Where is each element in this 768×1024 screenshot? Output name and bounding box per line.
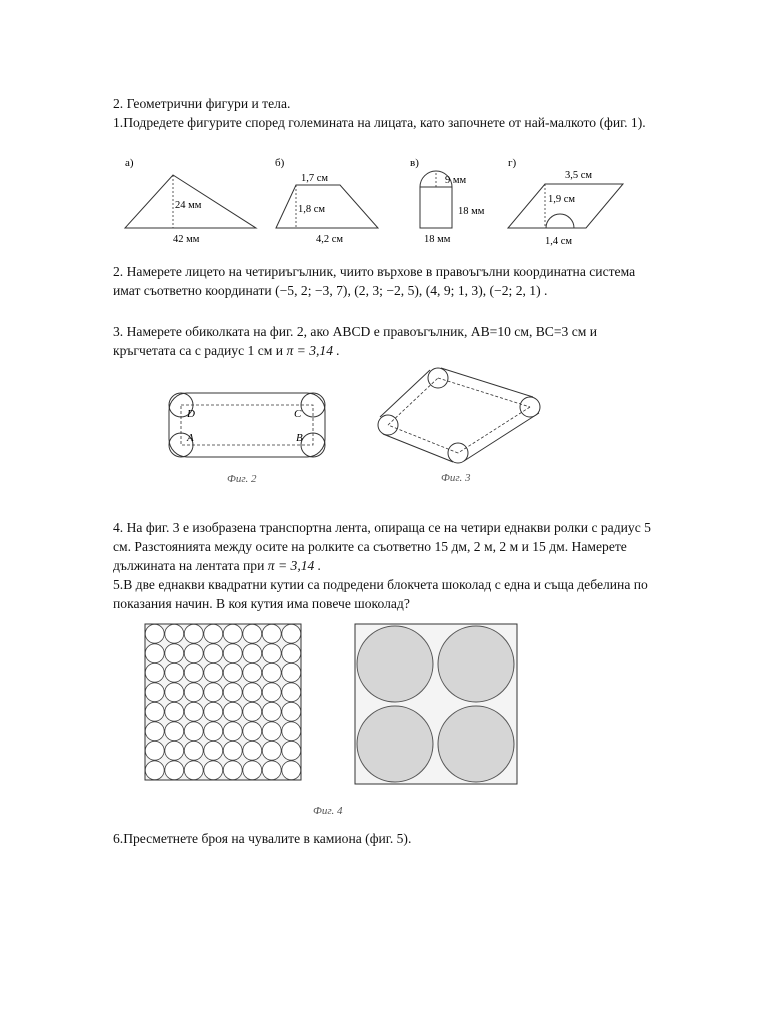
problem-3-pi: π = 3,14 .: [286, 343, 340, 358]
fig4-small-circle: [262, 741, 281, 760]
fig4-small-circle: [282, 741, 301, 760]
section-title: 2. Геометрични фигури и тела.: [113, 96, 291, 111]
fig4-small-circle: [165, 683, 184, 702]
fig4-small-circle: [282, 702, 301, 721]
fig4-small-circle: [204, 761, 223, 780]
fig4-small-circle: [243, 663, 262, 682]
fig4-small-circle: [204, 722, 223, 741]
fig4-small-circle: [145, 722, 164, 741]
fig4-small-circle: [223, 702, 242, 721]
fig4-small-circle: [204, 663, 223, 682]
fig4-small-circle: [165, 644, 184, 663]
problem-3-body: 3. Намерете обиколката на фиг. 2, ако ABCD е правоъгълник, AB=10 см, BC=3 см и кръгчетата са с радиус 1 см и: [113, 324, 598, 358]
fig2-label-b: B: [296, 432, 303, 444]
fig4-small-circle: [145, 761, 164, 780]
fig4-small-circle: [204, 702, 223, 721]
fig4-small-circle: [165, 722, 184, 741]
fig4-small-circle: [243, 644, 262, 663]
problem-2-body: 2. Намерете лицето на четириъгълник, чиито върхове в правоъгълни координатна система имат съответно координати: [113, 264, 636, 298]
fig4-small-circle: [184, 702, 203, 721]
fig2-label-a: A: [187, 432, 194, 444]
fig4-small-circle: [223, 663, 242, 682]
fig4-small-circle: [145, 702, 164, 721]
problem-4-body: 4. На фиг. 3 е изобразена транспортна лента, опираща се на четири еднакви ролки с радиус 5 см. Разстоянията между осите на ролките са съответно 15 дм, 2 м, 2 м и 15 дм. Намерете дължината на лентата при: [113, 520, 651, 573]
fig4-small-circle: [184, 624, 203, 643]
fig4-small-circle: [145, 741, 164, 760]
fig4-small-circle: [262, 722, 281, 741]
fig4-small-circle: [282, 663, 301, 682]
fig4-small-circle: [223, 644, 242, 663]
fig4-small-circle: [223, 624, 242, 643]
figure-2: [165, 385, 340, 490]
fig4-small-circle: [204, 741, 223, 760]
fig4-small-circle: [145, 663, 164, 682]
fig4-caption: Фиг. 4: [313, 805, 343, 817]
fig4-small-circle: [145, 644, 164, 663]
problem-6-text: 6.Пресметнете броя на чувалите в камиона (фиг. 5).: [113, 831, 412, 846]
fig4-small-circle: [223, 741, 242, 760]
fig1-g-top: 3,5 см: [565, 170, 593, 181]
fig4-small-circle: [223, 683, 242, 702]
fig1-g-label: г): [508, 157, 517, 169]
fig4-small-circle: [282, 761, 301, 780]
fig4-small-circle: [243, 624, 262, 643]
fig1-b-base: 4,2 см: [316, 234, 344, 245]
fig1-v-height: 18 мм: [458, 206, 485, 217]
fig1-a-label: а): [125, 157, 134, 169]
fig4-small-circle: [262, 644, 281, 663]
fig4-small-circle: [184, 722, 203, 741]
fig1-v-radius: 9 мм: [445, 175, 467, 186]
fig4-small-circle: [184, 761, 203, 780]
fig4-small-circle: [243, 702, 262, 721]
fig4-small-circle: [184, 741, 203, 760]
figure-1: [113, 150, 643, 255]
fig4-small-circle: [223, 761, 242, 780]
fig4-small-circle: [184, 683, 203, 702]
problem-1-text: 1.Подредете фигурите според големината на лицата, като започнете от най-малкото (фиг. 1).: [113, 115, 646, 130]
fig4-small-circle: [204, 683, 223, 702]
problem-4-pi: π = 3,14 .: [267, 558, 322, 573]
fig4-small-circle: [282, 624, 301, 643]
fig2-label-c: C: [294, 408, 302, 420]
fig4-small-circle: [165, 761, 184, 780]
fig4-small-circle: [282, 722, 301, 741]
fig4-small-circle: [184, 663, 203, 682]
problem-2-text: [113, 262, 658, 300]
problem-4-text: [113, 518, 658, 575]
fig1-v-base: 18 мм: [424, 234, 451, 245]
fig4-small-circle: [282, 644, 301, 663]
figure-3: [375, 360, 550, 490]
problem-5-text: 5.В две еднакви квадратни кутии са подредени блокчета шоколад с една и съща дебелина по показания начин. В коя кутия има повече шоколад?: [113, 577, 648, 611]
fig3-caption: Фиг. 3: [441, 472, 471, 484]
fig4-small-circle: [282, 683, 301, 702]
fig1-a-base: 42 мм: [173, 234, 200, 245]
fig4-small-circle: [262, 663, 281, 682]
fig4-small-circle: [243, 683, 262, 702]
fig1-v-label: в): [410, 157, 419, 169]
fig4-small-circle: [243, 741, 262, 760]
fig4-small-circle: [204, 644, 223, 663]
fig4-small-circle: [262, 761, 281, 780]
fig4-small-circle: [165, 624, 184, 643]
fig1-g-height: 1,9 см: [548, 194, 576, 205]
fig4-small-circle: [243, 761, 262, 780]
fig2-caption: Фиг. 2: [227, 473, 257, 485]
fig4-small-circle: [145, 624, 164, 643]
fig4-small-circle: [165, 663, 184, 682]
fig4-small-circle: [165, 741, 184, 760]
figure-4: [143, 622, 543, 822]
fig4-small-circle: [262, 702, 281, 721]
fig1-a-height: 24 мм: [175, 200, 202, 211]
fig1-b-height: 1,8 см: [298, 204, 326, 215]
fig4-small-circle: [262, 683, 281, 702]
problem-3-text: [113, 322, 658, 360]
fig4-small-circle: [204, 624, 223, 643]
fig1-b-label: б): [275, 157, 285, 169]
fig4-small-circle: [223, 722, 242, 741]
fig4-small-circle: [165, 702, 184, 721]
fig1-b-top: 1,7 см: [301, 173, 329, 184]
fig4-small-circle: [243, 722, 262, 741]
fig4-small-circle: [262, 624, 281, 643]
fig1-g-bottom: 1,4 см: [545, 236, 573, 247]
fig2-label-d: D: [187, 408, 195, 420]
problem-2-coords: (−5, 2; −3, 7), (2, 3; −2, 5), (4, 9; 1, 3), (−2; 2, 1) .: [275, 283, 548, 298]
fig4-small-circle: [145, 683, 164, 702]
fig4-small-circle: [184, 644, 203, 663]
